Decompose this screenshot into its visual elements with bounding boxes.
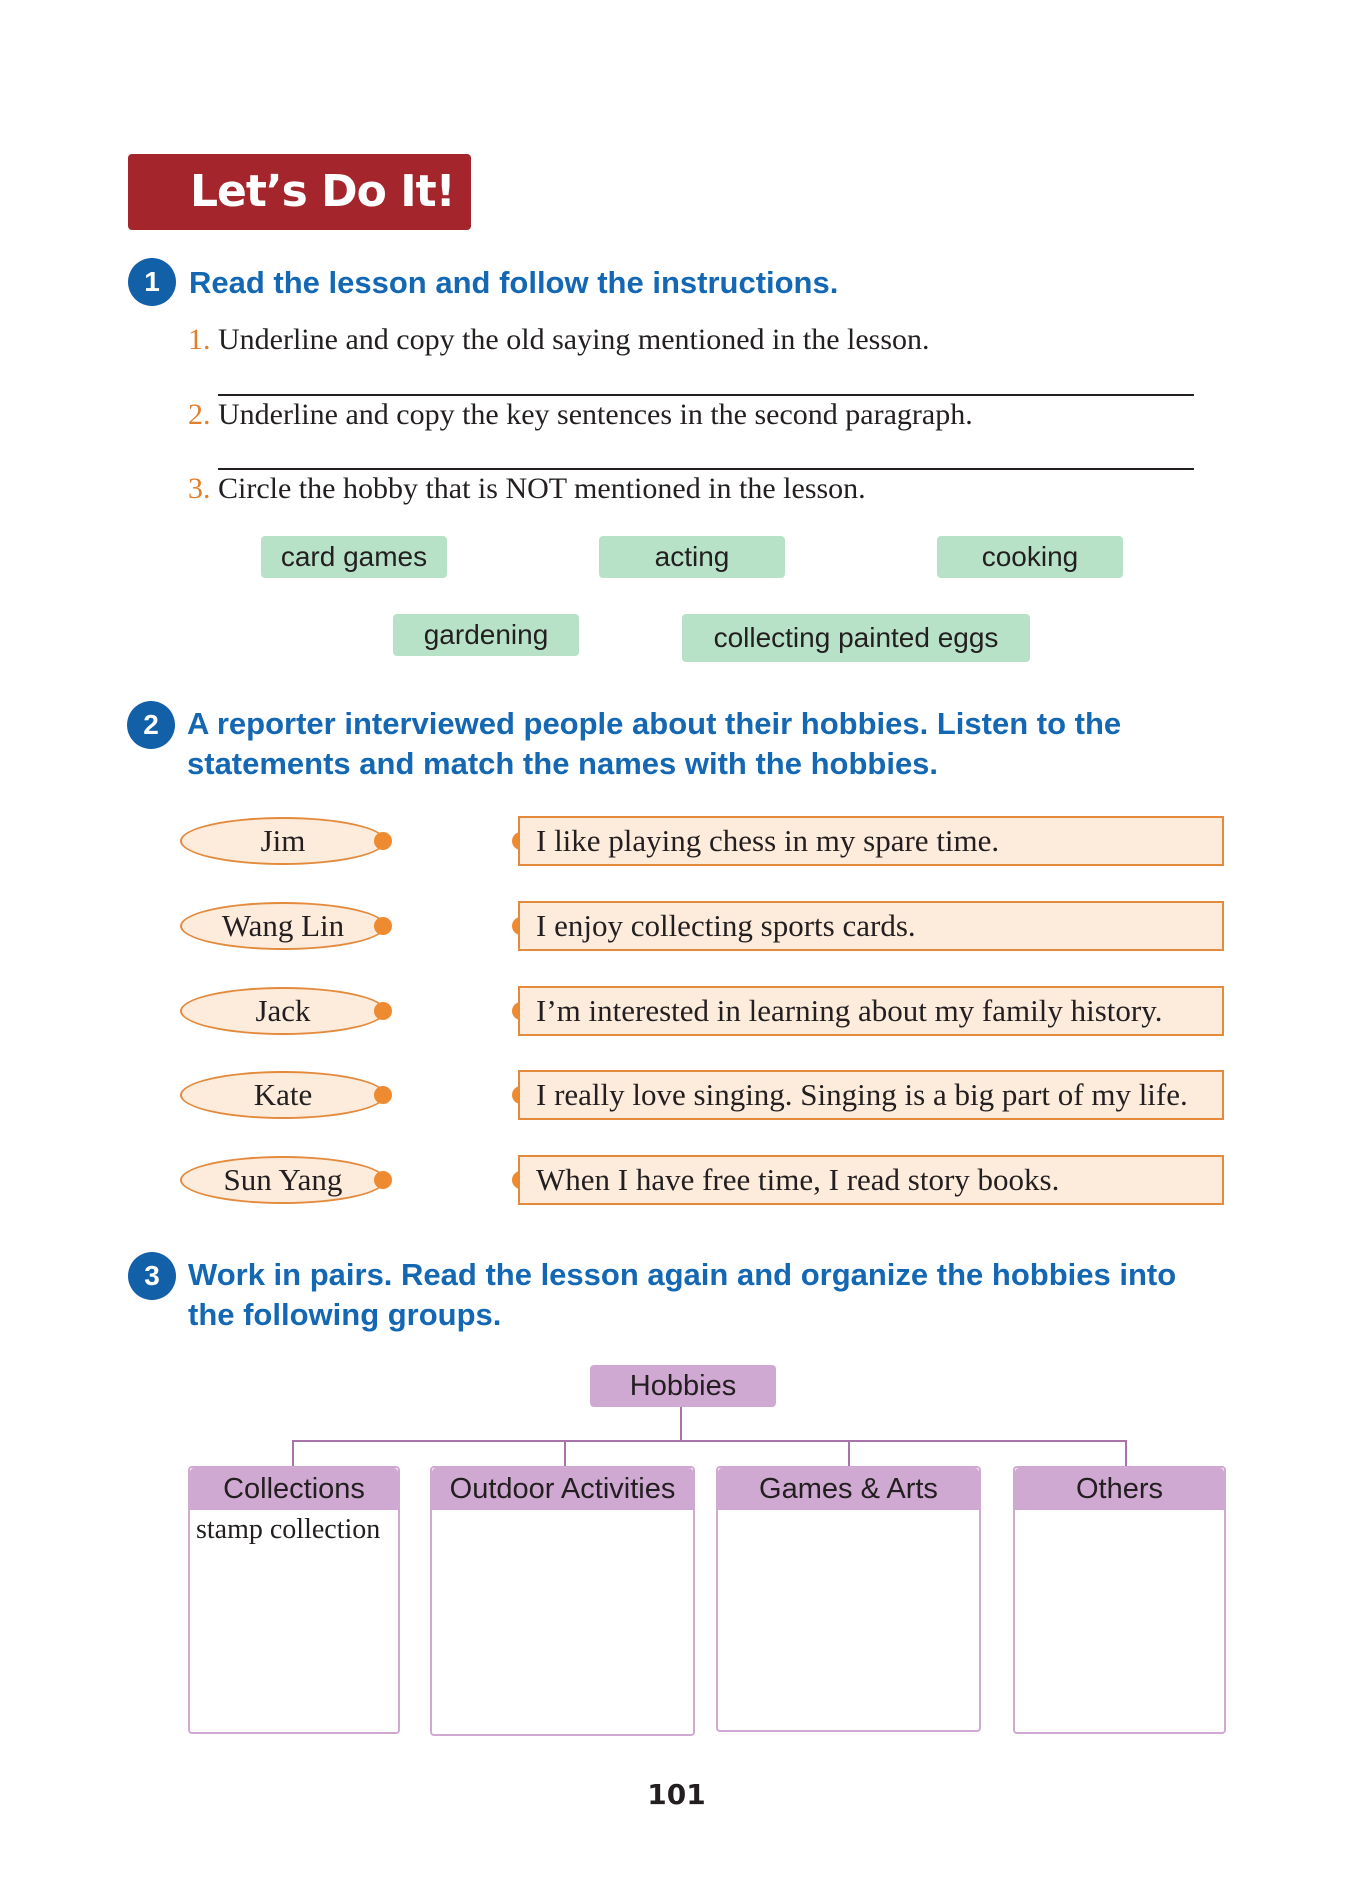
hobby-chip-cooking[interactable]: cooking (937, 536, 1123, 578)
heading-line: statements and match the names with the hobbies. (187, 746, 939, 781)
group-box-games-arts[interactable] (716, 1466, 981, 1732)
section-banner: Let’s Do It! (128, 154, 471, 230)
tree-connector (848, 1440, 850, 1466)
match-dot[interactable] (374, 917, 392, 935)
match-dot[interactable] (374, 832, 392, 850)
tree-connector (564, 1440, 566, 1466)
statement-box[interactable]: I really love singing. Singing is a big part of my life. (518, 1070, 1224, 1120)
instruction-number: 2. (188, 398, 211, 431)
hobby-chip-acting[interactable]: acting (599, 536, 785, 578)
group-title: Outdoor Activities (432, 1468, 693, 1510)
instruction-number: 3. (188, 472, 211, 505)
instruction-text: Underline and copy the key sentences in the second paragraph. (218, 398, 973, 431)
match-dot[interactable] (374, 1002, 392, 1020)
tree-connector (680, 1407, 682, 1440)
instruction-3 (188, 469, 866, 509)
statement-box[interactable]: I enjoy collecting sports cards. (518, 901, 1224, 951)
exercise-2-heading (187, 704, 1121, 784)
hobby-chip-card-games[interactable]: card games (261, 536, 447, 578)
group-title: Games & Arts (718, 1468, 979, 1510)
exercise-number-3: 3 (128, 1252, 176, 1300)
match-dot[interactable] (374, 1171, 392, 1189)
tree-connector (292, 1440, 1127, 1442)
hobby-chip-collecting-painted-eggs[interactable]: collecting painted eggs (682, 614, 1030, 662)
group-title: Others (1015, 1468, 1224, 1510)
tree-connector (1125, 1440, 1127, 1466)
exercise-number-2: 2 (127, 701, 175, 749)
statement-box[interactable]: When I have free time, I read story books. (518, 1155, 1224, 1205)
group-box-outdoor-activities[interactable] (430, 1466, 695, 1736)
group-box-collections[interactable] (188, 1466, 400, 1734)
exercise-number-1: 1 (128, 258, 176, 306)
name-oval-jim[interactable]: Jim (180, 817, 386, 865)
heading-line: the following groups. (188, 1297, 502, 1332)
name-oval-jack[interactable]: Jack (180, 987, 386, 1035)
instruction-number: 1. (188, 323, 211, 356)
instruction-2 (188, 395, 973, 435)
tree-connector (292, 1440, 294, 1466)
hobby-chip-gardening[interactable]: gardening (393, 614, 579, 656)
group-item: stamp collection (196, 1514, 381, 1545)
group-box-others[interactable] (1013, 1466, 1226, 1734)
name-oval-wang-lin[interactable]: Wang Lin (180, 902, 386, 950)
name-oval-sun-yang[interactable]: Sun Yang (180, 1156, 386, 1204)
group-title: Collections (190, 1468, 398, 1510)
instruction-text: Underline and copy the old saying mentioned in the lesson. (218, 323, 930, 356)
instruction-text: Circle the hobby that is NOT mentioned in the lesson. (218, 472, 866, 505)
statement-box[interactable]: I’m interested in learning about my family history. (518, 986, 1224, 1036)
page-number: 101 (647, 1778, 706, 1811)
name-oval-kate[interactable]: Kate (180, 1071, 386, 1119)
exercise-1-heading: Read the lesson and follow the instructions. (189, 265, 839, 300)
tree-root-hobbies: Hobbies (590, 1365, 776, 1407)
exercise-3-heading (188, 1255, 1176, 1335)
instruction-1 (188, 320, 930, 360)
match-dot[interactable] (374, 1086, 392, 1104)
heading-line: A reporter interviewed people about their hobbies. Listen to the (187, 706, 1122, 741)
heading-line: Work in pairs. Read the lesson again and organize the hobbies into (188, 1257, 1177, 1292)
statement-box[interactable]: I like playing chess in my spare time. (518, 816, 1224, 866)
